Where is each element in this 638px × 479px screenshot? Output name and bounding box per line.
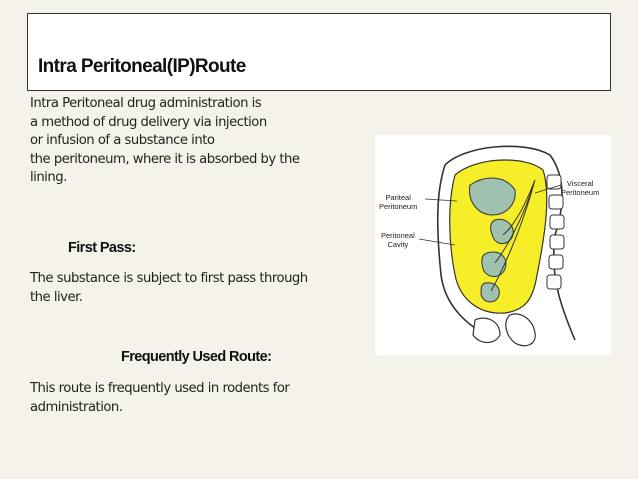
paragraph-definition xyxy=(30,95,375,188)
paragraph-frequently-used xyxy=(30,380,375,417)
organ-intestine-shape xyxy=(482,252,506,277)
vertebra xyxy=(549,255,563,269)
vertebra xyxy=(550,235,564,249)
text-line: This route is frequently used in rodents for xyxy=(30,381,290,396)
text-line: or infusion of a substance into xyxy=(30,133,215,148)
label-peritoneal-cavity xyxy=(381,231,415,249)
bladder-shape xyxy=(473,318,500,342)
heading-frequently-used: Frequently Used Route: xyxy=(121,349,272,365)
title-box xyxy=(27,13,611,91)
heading-first-pass: First Pass: xyxy=(68,240,136,256)
pelvic-organ-shape xyxy=(506,314,535,346)
label-line: Peritoneal xyxy=(381,231,415,240)
text-line: lining. xyxy=(30,170,67,185)
label-line: Peritoneum xyxy=(561,188,600,197)
label-pariteal-peritoneum xyxy=(379,193,417,211)
label-line: Peritoneum xyxy=(379,202,418,211)
label-visceral-peritoneum xyxy=(561,179,599,197)
label-line: Cavity xyxy=(387,240,409,249)
label-line: Pariteal xyxy=(385,193,411,202)
text-line: administration. xyxy=(30,399,123,415)
slide-title: Intra Peritoneal(IP)Route xyxy=(38,56,246,77)
vertebra xyxy=(547,275,561,289)
text-line: the liver. xyxy=(30,289,83,305)
label-line: Visceral xyxy=(566,179,594,188)
vertebra xyxy=(549,195,563,209)
text-line: the peritoneum, where it is absorbed by the xyxy=(30,151,300,167)
text-line: a method of drug delivery via injection xyxy=(30,114,267,130)
text-line: The substance is subject to first pass through xyxy=(30,271,308,286)
pointer-line xyxy=(419,239,455,245)
text-line: Intra Peritoneal drug administration is xyxy=(30,96,262,111)
organ-intestine-shape xyxy=(481,283,499,302)
peritoneum-diagram xyxy=(375,135,611,355)
vertebra xyxy=(550,215,564,229)
paragraph-first-pass xyxy=(30,270,375,307)
